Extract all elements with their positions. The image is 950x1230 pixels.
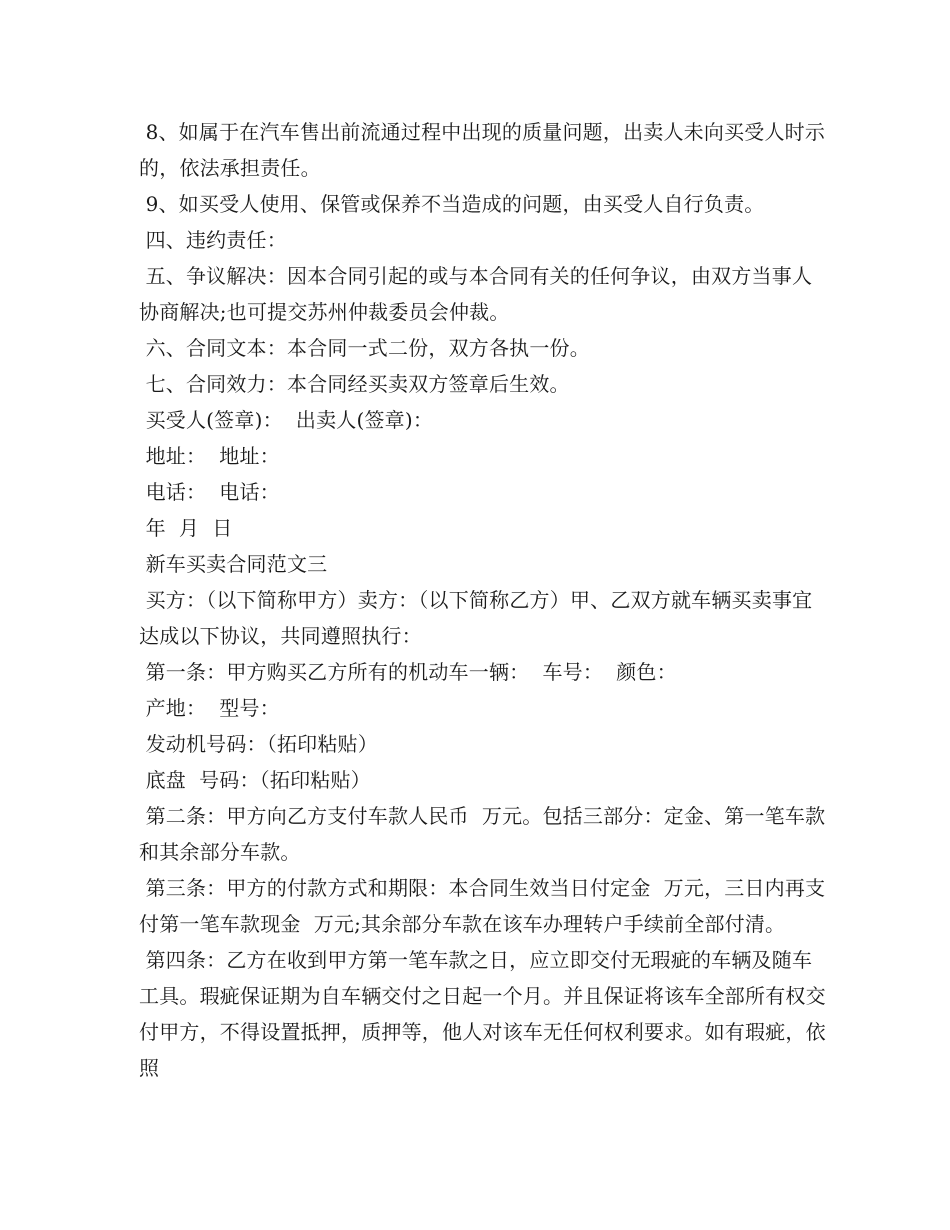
document-body bbox=[139, 114, 829, 1086]
origin-model-line: 产地： 型号： bbox=[139, 696, 280, 720]
section-dispute-resolution: 五、争议解决：因本合同引起的或与本合同有关的任何争议，由双方当事人协商解决;也可提交苏州仲裁委员会仲裁。 bbox=[139, 264, 813, 324]
engine-number-line: 发动机号码：（拓印粘贴） bbox=[139, 732, 378, 756]
contract-title: 新车买卖合同范文三 bbox=[139, 552, 328, 576]
article-1: 第一条：甲方购买乙方所有的机动车一辆： 车号： 颜色： bbox=[139, 660, 677, 684]
date-line: 年 月 日 bbox=[139, 516, 233, 540]
signature-line: 买受人(签章)： 出卖人(签章)： bbox=[139, 408, 434, 432]
address-line: 地址： 地址： bbox=[139, 444, 280, 468]
clause-9: 9、如买受人使用、保管或保养不当造成的问题，由买受人自行负责。 bbox=[139, 192, 765, 216]
article-4: 第四条：乙方在收到甲方第一笔车款之日，应立即交付无瑕疵的车辆及随车工具。瑕疵保证期为自车辆交付之日起一个月。并且保证将该车全部所有权交付甲方，不得设置抵押，质押等，他人对该车无任何权利要求。如有瑕疵，依照 bbox=[139, 948, 826, 1080]
article-3: 第三条：甲方的付款方式和期限：本合同生效当日付定金 万元，三日内再支付第一笔车款现金 万元;其余部分车款在该车办理转户手续前全部付清。 bbox=[139, 876, 826, 936]
clause-8: 8、如属于在汽车售出前流通过程中出现的质量问题，出卖人未向买受人时示的，依法承担责任。 bbox=[139, 120, 826, 180]
section-contract-copies: 六、合同文本：本合同一式二份，双方各执一份。 bbox=[139, 336, 590, 360]
section-breach-liability: 四、违约责任： bbox=[139, 228, 287, 252]
section-contract-effect: 七、合同效力：本合同经买卖双方签章后生效。 bbox=[139, 372, 570, 396]
chassis-number-line: 底盘 号码：（拓印粘贴） bbox=[139, 768, 371, 792]
article-2: 第二条：甲方向乙方支付车款人民币 万元。包括三部分：定金、第一笔车款和其余部分车款。 bbox=[139, 804, 826, 864]
parties-intro: 买方：（以下简称甲方）卖方：（以下简称乙方）甲、乙双方就车辆买卖事宜达成以下协议，共同遵照执行： bbox=[139, 588, 813, 648]
phone-line: 电话： 电话： bbox=[139, 480, 280, 504]
